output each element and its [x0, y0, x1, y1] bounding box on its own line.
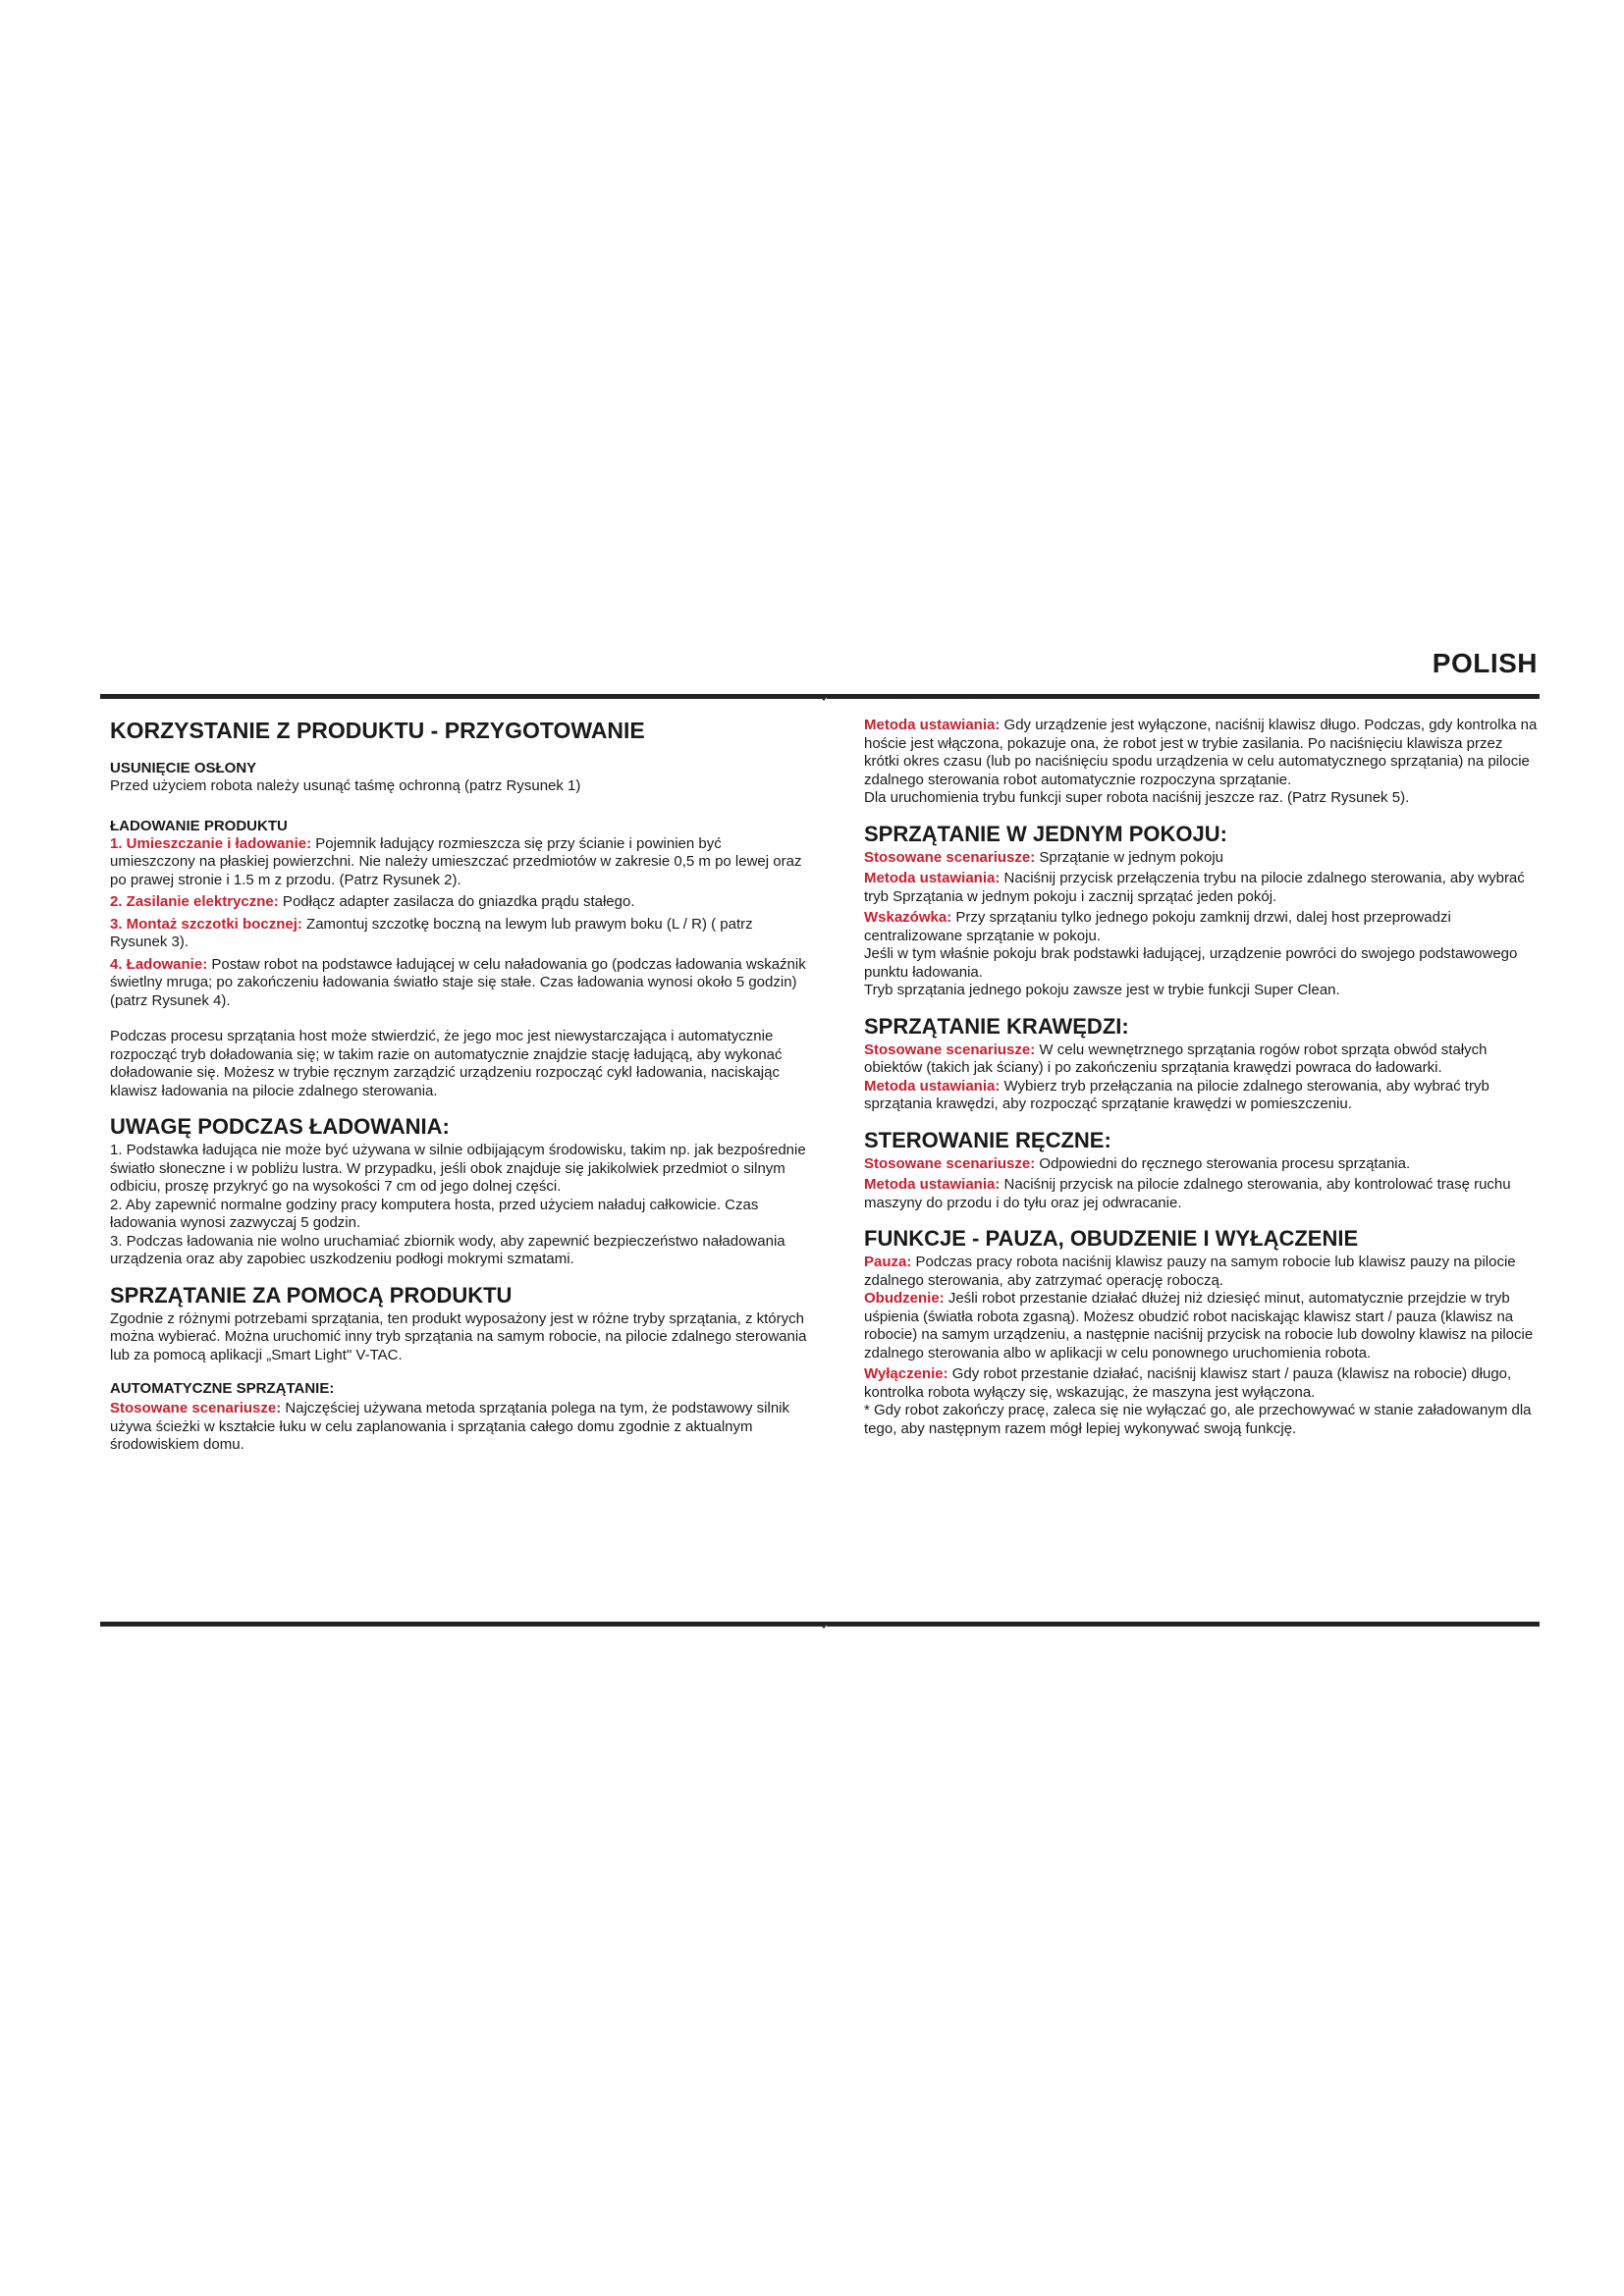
room-scenario — [864, 849, 1542, 868]
step-3 — [110, 916, 809, 952]
step-2-text: Podłącz adapter zasilacza do gniazdka prądu stałego. — [278, 893, 635, 910]
room-scenario-text: Sprzątanie w jednym pokoju — [1035, 848, 1224, 866]
charging-heading: ŁADOWANIE PRODUKTU — [110, 817, 288, 834]
method-text: Gdy urządzenie jest wyłączone, naciśnij klawisz długo. Podczas, gdy kontrolka na hoście jest włączona, pokazuje ona, że robot jest w trybie zasilania. Po naciśnięciu klawisza przez krótki okres czasu (lub po naciśnięciu spodu urządzenia w celu automatycznego sprzątania) na pilocie zdalnego sterowania robot automatycznie rozpoczyna sprzątanie. — [864, 717, 1538, 788]
page-title: KORZYSTANIE Z PRODUKTU - PRZYGOTOWANIE — [110, 718, 645, 743]
room-method-label: Metoda ustawiania: — [864, 870, 1001, 886]
bottom-rule-notch — [818, 1622, 830, 1629]
top-rule-right — [827, 694, 1540, 699]
wake-text: Jeśli robot przestanie działać dłużej niż dziesięć minut, automatycznie przejdzie w tryb uśpienia (światła robota zgasną). Możesz obudzić robot naciskając klawisz start / pauza (klawisz na robocie) na samym urządzeniu, a następnie naciśnij przycisk na robocie lub dowolny klawisz na pilocie zdalnego sterowania albo w aplikacji w celu ponownego uruchomienia robota. — [864, 1290, 1534, 1362]
bottom-rule-right — [827, 1622, 1540, 1627]
room-note-1: Jeśli w tym właśnie pokoju brak podstawki ładującej, urządzenie powróci do swojego podstawowego punktu ładowania. — [864, 945, 1518, 981]
auto-heading: AUTOMATYCZNE SPRZĄTANIE: — [110, 1380, 335, 1397]
room-note-2: Tryb sprzątania jednego pokoju zawsze jest w trybie funkcji Super Clean. — [864, 982, 1340, 998]
top-rule-left — [100, 694, 822, 699]
process-text: Podczas procesu sprzątania host może stwierdzić, że jego moc jest niewystarczająca i automatycznie rozpocząć tryb doładowania się; w takim razie on automatycznie znajdzie stację ładującą, aby wykonać doładowanie się. Możesz w trybie ręcznym zarządzić urządzeniu rozpocząć cykl ładowania, naciskając klawisz ładowania na pilocie zdalnego sterowania. — [110, 1028, 783, 1099]
room-tip-text: Przy sprzątaniu tylko jednego pokoju zamknij drzwi, dalej host przeprowadzi centralizowane sprzątanie w pokoju. — [864, 909, 1451, 944]
step-1-text: Pojemnik ładujący rozmieszcza się przy ścianie i powinien być umieszczony na płaskiej powierzchni. Nie należy umieszczać przedmiotów w zakresie 0,5 m po lewej oraz po prawej stronie i 1.5 m z przodu. (Patrz Rysunek 2). — [110, 834, 802, 888]
power-off-text: Gdy robot przestanie działać, naciśnij klawisz start / pauza (klawisz na robocie) długo, kontrolka robota wyłączy się, wskazując, że maszyna jest wyłączona. — [864, 1365, 1512, 1401]
manual-scenario-text: Odpowiedni do ręcznego sterowania procesu sprzątania. — [1035, 1154, 1411, 1172]
room-scenario-label: Stosowane scenariusze: — [864, 848, 1036, 866]
auto-scenario-text: Najczęściej używana metoda sprzątania polega na tym, że podstawowy silnik używa ścieżki w kształcie łuku w celu zaplanowania i sprzątania całego domu zgodnie z aktualnym środowiskiem domu. — [110, 1400, 789, 1453]
auto-scenario-label: Stosowane scenariusze: — [110, 1400, 282, 1416]
method-label: Metoda ustawiania: — [864, 717, 1001, 733]
edge-method-label: Metoda ustawiania: — [864, 1077, 1001, 1095]
cover-text: Przed użyciem robota należy usunąć taśmę ochronną (patrz Rysunek 1) — [110, 777, 581, 794]
room-tip — [864, 909, 1542, 945]
left-column — [110, 717, 809, 1455]
wake-label: Obudzenie: — [864, 1290, 945, 1307]
edge-method-text: Wybierz tryb przełączania na pilocie zdalnego sterowania, aby wybrać tryb sprzątania krawędzi, aby rozpocząć sprzątanie krawędzi w pomieszczeniu. — [864, 1077, 1489, 1112]
step-2 — [110, 893, 809, 912]
functions-heading: FUNKCJE - PAUZA, OBUDZENIE I WYŁĄCZENIE — [864, 1226, 1359, 1251]
step-4 — [110, 956, 809, 1011]
edge-method — [864, 1078, 1542, 1114]
pause-text: Podczas pracy robota naciśnij klawisz pauzy na samym robocie lub klawisz pauzy na pilocie zdalnego sterowania, aby zatrzymać operację roboczą. — [864, 1254, 1516, 1289]
edge-scenario — [864, 1041, 1542, 1078]
room-tip-label: Wskazówka: — [864, 909, 952, 926]
manual-method-label: Metoda ustawiania: — [864, 1176, 1001, 1193]
step-3-text: Zamontuj szczotkę boczną na lewym lub prawym boku (L / R) ( patrz Rysunek 3). — [110, 915, 753, 950]
step-4-label: 4. Ładowanie: — [110, 955, 208, 973]
power-off-note: * Gdy robot zakończy pracę, zaleca się nie wyłączać go, ale przechowywać w stanie załadowanym dla tego, aby następnym razem mógł lepiej wykonywać swoją funkcję. — [864, 1402, 1532, 1437]
step-1-label: 1. Umieszczanie i ładowanie: — [110, 834, 312, 852]
pause-label: Pauza: — [864, 1254, 912, 1270]
edge-scenario-text: W celu wewnętrznego sprzątania rogów robot sprząta obwód stałych obiektów (takich jak ściany) i po zakończeniu sprzątania krawędzi powraca do ładowarki. — [864, 1041, 1488, 1076]
cover-heading: USUNIĘCIE OSŁONY — [110, 760, 257, 776]
room-method — [864, 870, 1542, 906]
cleaning-text: Zgodnie z różnymi potrzebami sprzątania, ten produkt wyposażony jest w różne tryby sprzątania, z których można wybierać. Można uruchomić inny tryb sprzątania na samym robocie, na pilocie zdalnego sterowania lub za pomocą aplikacji „Smart Light" V-TAC. — [110, 1309, 807, 1363]
top-rule-notch — [818, 694, 830, 701]
room-method-text: Naciśnij przycisk przełączenia trybu na pilocie zdalnego sterowania, aby wybrać tryb Sprzątania w jednym pokoju i zacznij sprzątać jeden pokój. — [864, 870, 1525, 905]
caution-3: 3. Podczas ładowania nie wolno uruchamiać zbiornik wody, aby zapewnić bezpieczeństwo naładowania urządzenia oraz aby zapobiec uszkodzeniu podłogi mokrymi szmatami. — [110, 1232, 785, 1267]
right-column — [864, 717, 1542, 1438]
manual-method — [864, 1176, 1542, 1212]
edge-scenario-label: Stosowane scenariusze: — [864, 1041, 1036, 1058]
step-2-label: 2. Zasilanie elektryczne: — [110, 893, 279, 910]
power-off — [864, 1365, 1542, 1402]
edge-heading: SPRZĄTANIE KRAWĘDZI: — [864, 1013, 1129, 1039]
language-label: POLISH — [1432, 648, 1538, 678]
manual-scenario-label: Stosowane scenariusze: — [864, 1154, 1036, 1172]
cleaning-heading: SPRZĄTANIE ZA POMOCĄ PRODUKTU — [110, 1282, 513, 1308]
manual-heading: STEROWANIE RĘCZNE: — [864, 1127, 1111, 1152]
caution-1: 1. Podstawka ładująca nie może być używana w silnie odbijającym środowisku, takim np. jak bezpośrednie światło słoneczne i w pobliżu lustra. W przypadku, jeśli obok znajduje się jakikolwiek przedmiot o silnym odbiciu, proszę przykryć go na wysokości 7 cm od jego dolnej części. — [110, 1142, 806, 1195]
step-1 — [110, 835, 809, 890]
method — [864, 717, 1542, 789]
caution-heading: UWAGĘ PODCZAS ŁADOWANIA: — [110, 1114, 450, 1139]
auto-scenario — [110, 1400, 809, 1455]
caution-2: 2. Aby zapewnić normalne godziny pracy komputera hosta, przed użyciem naładuj całkowicie. Czas ładowania wynosi zazwyczaj 5 godzin. — [110, 1196, 759, 1231]
power-off-label: Wyłączenie: — [864, 1365, 948, 1382]
pause — [864, 1254, 1542, 1290]
wake — [864, 1290, 1542, 1362]
super-text: Dla uruchomienia trybu funkcji super robota naciśnij jeszcze raz. (Patrz Rysunek 5). — [864, 789, 1410, 806]
room-heading: SPRZĄTANIE W JEDNYM POKOJU: — [864, 821, 1227, 846]
manual-scenario — [864, 1155, 1542, 1174]
step-4-text: Postaw robot na podstawce ładującej w celu naładowania go (podczas ładowania wskaźnik świetlny mruga; po zakończeniu ładowania światło staje się stałe. Czas ładowania wynosi około 5 godzin) (patrz Rysunek 4). — [110, 955, 806, 1009]
bottom-rule-left — [100, 1622, 822, 1627]
step-3-label: 3. Montaż szczotki bocznej: — [110, 915, 302, 933]
manual-method-text: Naciśnij przycisk na pilocie zdalnego sterowania, aby kontrolować trasę ruchu maszyny do przodu i do tyłu oraz jej odwracanie. — [864, 1176, 1511, 1211]
